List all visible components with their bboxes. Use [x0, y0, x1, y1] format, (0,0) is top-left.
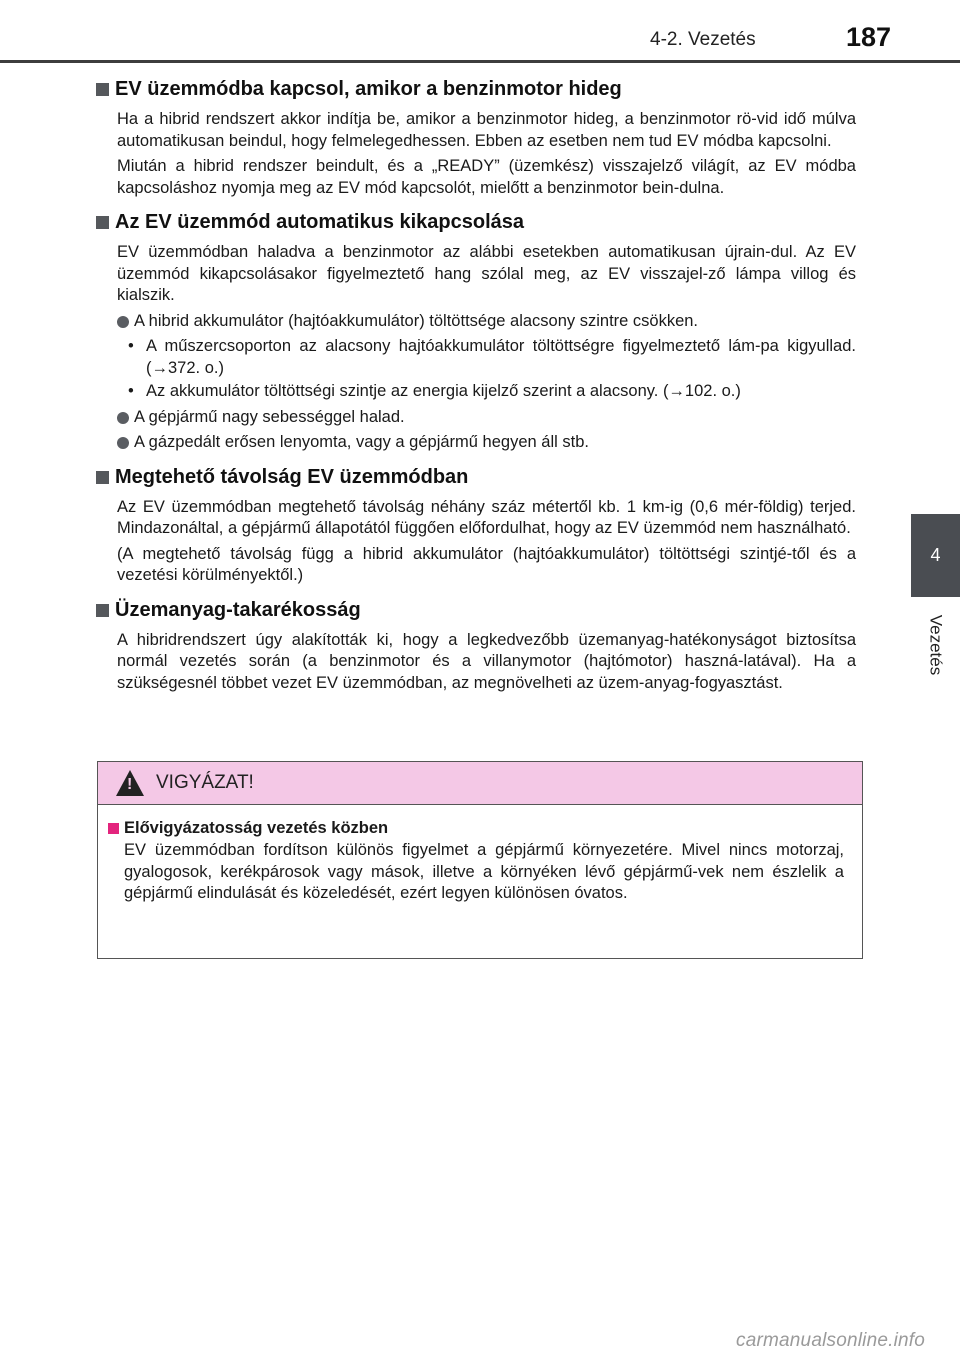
section-heading: Üzemanyag-takarékosság: [115, 598, 361, 621]
chapter-number: 4: [930, 545, 941, 565]
bullet-dot-icon: [117, 412, 129, 424]
section-heading: EV üzemmódba kapcsol, amikor a benzinmotor hideg: [115, 78, 622, 100]
paragraph: Miután a hibrid rendszer beindult, és a „READY” (üzemkész) visszajelző világít, az EV módba kapcsoláshoz nyomja meg az EV mód kapcsolót, mielőtt a benzinmotor bein-dulna.: [117, 157, 856, 197]
warning-body: [98, 805, 862, 905]
warning-title: VIGYÁZAT!: [156, 772, 254, 793]
paragraph: Ha a hibrid rendszert akkor indítja be, amikor a benzinmotor hideg, a benzinmotor rö-vid idő múlva automatikusan beindul, hogy felmelegedhessen. Ebben az esetben nem tud EV módba kapcsolni.: [117, 110, 856, 150]
chapter-label: Vezetés: [926, 614, 945, 676]
section-ev-auto-off: [96, 211, 856, 454]
header-rule: [0, 60, 960, 63]
paragraph: (A megtehető távolság függ a hibrid akkumulátor (hajtóakkumulátor) töltöttségi szintjé-től és a vezetési körülményektől.): [117, 544, 856, 584]
section-square-icon: [96, 471, 109, 484]
section-square-icon: [96, 216, 109, 229]
warning-heading: Elővigyázatosság vezetés közben: [124, 819, 389, 837]
warning-square-icon: [108, 823, 119, 834]
chapter-tab[interactable]: [911, 514, 960, 597]
section-heading: Az EV üzemmód automatikus kikapcsolása: [115, 211, 525, 233]
section-label: 4-2. Vezetés: [650, 29, 756, 50]
warning-text: EV üzemmódban fordítson különös figyelmet a gépjármű környezetére. Mivel nincs motorzaj, gyalogosok, kerékpárosok vagy mások, illetve a környéken lévő gépjármű-vek nem észlelik a gépjármű elindulását és közeledését, ezért legyen különösen óvatos.: [124, 841, 844, 902]
warning-triangle-icon: [116, 770, 144, 796]
paragraph: A hibridrendszert úgy alakították ki, hogy a legkedvezőbb üzemanyag-hatékonyságot biztosítsa normál vezetés során (a benzinmotor és a villanymotor (hajtómotor) haszná-latával). Ha a szükségesnél többet vezet EV üzemmódban, az megnövelheti az üzem-anyag-fogyasztást.: [117, 630, 856, 692]
list-item: A hibrid akkumulátor (hajtóakkumulátor) töltöttsége alacsony szintre csökken.: [117, 311, 856, 333]
section-square-icon: [96, 604, 109, 617]
section-square-icon: [96, 83, 109, 96]
paragraph: Az EV üzemmódban megtehető távolság néhány száz métertől kb. 1 km-ig (0,6 mér-földig) terjed. Mindazonáltal, a gépjármű állapotától függően előfordulhat, hogy az EV üzemmód nem használható.: [117, 497, 856, 537]
page-number: 187: [846, 22, 892, 52]
section-heading: Megtehető távolság EV üzemmódban: [115, 465, 469, 488]
bullet-dot-icon: [117, 316, 129, 328]
warning-box: [97, 761, 863, 959]
section-ev-range: [96, 466, 856, 587]
paragraph: EV üzemmódban haladva a benzinmotor az alábbi esetekben automatikusan újrain-dul. Az EV üzemmód kikapcsolásakor figyelmeztető hang szólal meg, az EV visszajel-ző lámpa villog és kialszik.: [117, 243, 856, 304]
main-content: [96, 78, 856, 706]
section-ev-cold-engine: [96, 78, 856, 199]
sub-list-item: • A műszercsoporton az alacsony hajtóakkumulátor töltöttségre figyelmeztető lám-pa kigyullad. (→372. o.): [128, 337, 856, 377]
warning-header: [98, 762, 862, 805]
list-item: A gépjármű nagy sebességgel halad.: [117, 407, 856, 429]
watermark: carmanualsonline.info: [736, 1330, 926, 1351]
sub-list-item: • Az akkumulátor töltöttségi szintje az energia kijelző szerint a alacsony. (→102. o.): [128, 382, 741, 400]
section-fuel-economy: [96, 599, 856, 695]
bullet-dot-icon: [117, 437, 129, 449]
list-item: A gázpedált erősen lenyomta, vagy a gépjármű hegyen áll stb.: [117, 432, 856, 454]
